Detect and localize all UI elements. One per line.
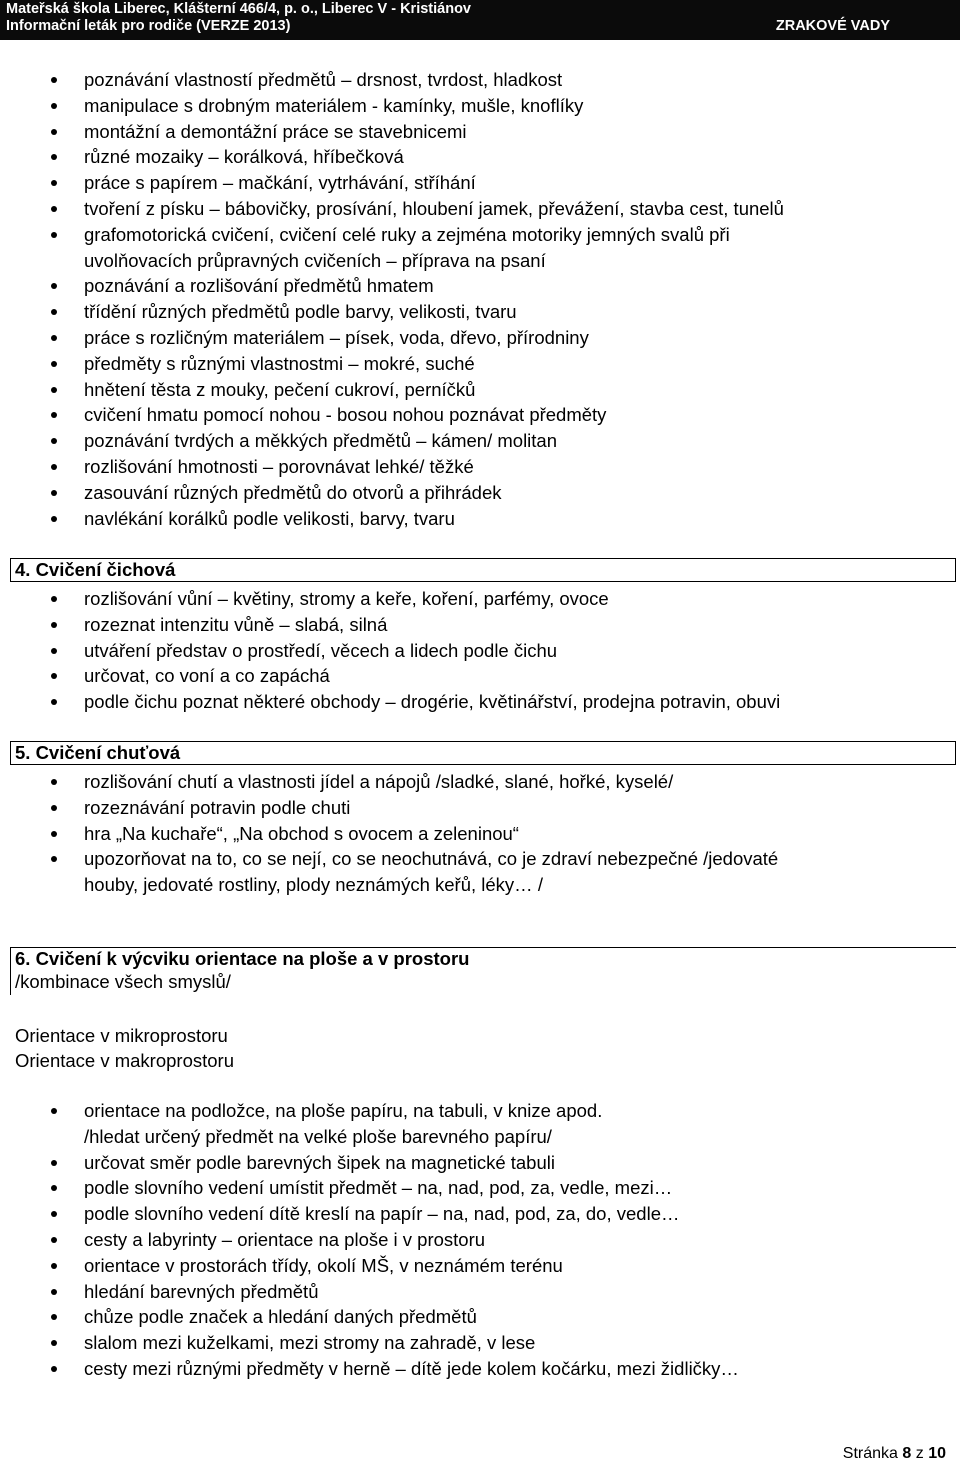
list-item: podle slovního vedení dítě kreslí na papír – na, nad, pod, za, do, vedle… — [0, 1201, 739, 1227]
list-item: zasouvání různých předmětů do otvorů a přihrádek — [0, 480, 784, 506]
list-item: poznávání vlastností předmětů – drsnost, tvrdost, hladkost — [0, 67, 784, 93]
bullet-icon — [51, 1314, 57, 1320]
bullet-icon — [51, 438, 57, 444]
bullet-icon — [51, 1160, 57, 1166]
school-name: Mateřská škola Liberec, Klášterní 466/4, p. o., Liberec V - Kristiánov — [6, 1, 471, 17]
list-item: rozlišování hmotnosti – porovnávat lehké/ těžké — [0, 454, 784, 480]
bullet-icon — [51, 596, 57, 602]
current-page: 8 — [902, 1445, 912, 1462]
section-4-list — [0, 586, 780, 715]
bullet-icon — [51, 831, 57, 837]
list-item: orientace na podložce, na ploše papíru, na tabuli, v knize apod. /hledat určený předmět na velké ploše barevného papíru/ — [0, 1098, 739, 1150]
list-item: utváření představ o prostředí, věcech a lidech podle čichu — [0, 638, 780, 664]
bullet-icon — [51, 1237, 57, 1243]
bullet-icon — [51, 180, 57, 186]
bullet-icon — [51, 1263, 57, 1269]
list-item: určovat směr podle barevných šipek na magnetické tabuli — [0, 1150, 739, 1176]
total-pages: 10 — [928, 1445, 946, 1462]
list-item: rozeznat intenzitu vůně – slabá, silná — [0, 612, 780, 638]
bullet-icon — [51, 335, 57, 341]
bullet-icon — [51, 103, 57, 109]
bullet-icon — [51, 232, 57, 238]
bullet-icon — [51, 1185, 57, 1191]
list-item: tvoření z písku – bábovičky, prosívání, hloubení jamek, převážení, stavba cest, tunelů — [0, 196, 784, 222]
list-item: různé mozaiky – korálková, hříbečková — [0, 144, 784, 170]
list-item: práce s rozličným materiálem – písek, voda, dřevo, přírodniny — [0, 325, 784, 351]
page-header — [0, 0, 960, 40]
list-item: orientace v prostorách třídy, okolí MŠ, v neznámém terénu — [0, 1253, 739, 1279]
bullet-icon — [51, 361, 57, 367]
section-5-heading: 5. Cvičení chuťová — [10, 741, 956, 765]
section-4-heading: 4. Cvičení čichová — [10, 558, 956, 582]
bullet-icon — [51, 77, 57, 83]
list-item: rozlišování chutí a vlastnosti jídel a nápojů /sladké, slané, hořké, kyselé/ — [0, 769, 778, 795]
leaflet-title: Informační leták pro rodiče (VERZE 2013) — [6, 18, 291, 34]
list-item: hra „Na kuchaře“, „Na obchod s ovocem a zeleninou“ — [0, 821, 778, 847]
list-item: cesty a labyrinty – orientace na ploše i v prostoru — [0, 1227, 739, 1253]
bullet-icon — [51, 309, 57, 315]
bullet-icon — [51, 412, 57, 418]
list-item: upozorňovat na to, co se nejí, co se neochutnává, co je zdraví nebezpečné /jedovaté houby, jedovaté rostliny, plody neznámých keřů, léky… / — [0, 846, 778, 898]
bullet-icon — [51, 154, 57, 160]
list-item: grafomotorická cvičení, cvičení celé ruky a zejména motoriky jemných svalů při uvolňovacích průpravných cvičeních – příprava na psaní — [0, 222, 784, 274]
orientation-micro: Orientace v mikroprostoru — [15, 1025, 228, 1046]
list-item: předměty s různými vlastnostmi – mokré, suché — [0, 351, 784, 377]
bullet-icon — [51, 1211, 57, 1217]
bullet-icon — [51, 283, 57, 289]
page-number: Stránka 8 z 10 — [842, 1445, 946, 1462]
bullet-icon — [51, 1108, 57, 1114]
section-6-title: 6. Cvičení k výcviku orientace na ploše a v prostoru — [15, 948, 470, 969]
list-item: třídění různých předmětů podle barvy, velikosti, tvaru — [0, 299, 784, 325]
list-item: montážní a demontážní práce se stavebnicemi — [0, 119, 784, 145]
bullet-icon — [51, 129, 57, 135]
section-6-subtitle: /kombinace všech smyslů/ — [15, 971, 231, 992]
bullet-icon — [51, 648, 57, 654]
bullet-icon — [51, 1366, 57, 1372]
bullet-icon — [51, 464, 57, 470]
list-item: navlékání korálků podle velikosti, barvy, tvaru — [0, 506, 784, 532]
bullet-icon — [51, 490, 57, 496]
section-5-list — [0, 769, 778, 898]
list-item: podle slovního vedení umístit předmět – na, nad, pod, za, vedle, mezi… — [0, 1175, 739, 1201]
list-item: poznávání a rozlišování předmětů hmatem — [0, 273, 784, 299]
list-item: určovat, co voní a co zapáchá — [0, 663, 780, 689]
bullet-icon — [51, 1289, 57, 1295]
list-item: manipulace s drobným materiálem - kamínky, mušle, knoflíky — [0, 93, 784, 119]
bullet-icon — [51, 699, 57, 705]
list-item: rozlišování vůní – květiny, stromy a keře, koření, parfémy, ovoce — [0, 586, 780, 612]
list-item: chůze podle značek a hledání daných předmětů — [0, 1304, 739, 1330]
list-item: hnětení těsta z mouky, pečení cukroví, perníčků — [0, 377, 784, 403]
list-item: poznávání tvrdých a měkkých předmětů – kámen/ molitan — [0, 428, 784, 454]
list-item: cvičení hmatu pomocí nohou - bosou nohou poznávat předměty — [0, 402, 784, 428]
list-top — [0, 67, 784, 531]
bullet-icon — [51, 387, 57, 393]
bullet-icon — [51, 516, 57, 522]
list-item: rozeznávání potravin podle chuti — [0, 795, 778, 821]
bullet-icon — [51, 673, 57, 679]
list-item: cesty mezi různými předměty v herně – dítě jede kolem kočárku, mezi židličky… — [0, 1356, 739, 1382]
section-6-list — [0, 1098, 739, 1382]
topic-title: ZRAKOVÉ VADY — [775, 18, 890, 34]
section-6-heading — [10, 947, 956, 995]
orientation-macro: Orientace v makroprostoru — [15, 1050, 235, 1071]
list-item: slalom mezi kuželkami, mezi stromy na zahradě, v lese — [0, 1330, 739, 1356]
list-item: podle čichu poznat některé obchody – drogérie, květinářství, prodejna potravin, obuvi — [0, 689, 780, 715]
bullet-icon — [51, 856, 57, 862]
list-item: práce s papírem – mačkání, vytrhávání, stříhání — [0, 170, 784, 196]
bullet-icon — [51, 622, 57, 628]
bullet-icon — [51, 779, 57, 785]
bullet-icon — [51, 206, 57, 212]
list-item: hledání barevných předmětů — [0, 1279, 739, 1305]
bullet-icon — [51, 805, 57, 811]
bullet-icon — [51, 1340, 57, 1346]
